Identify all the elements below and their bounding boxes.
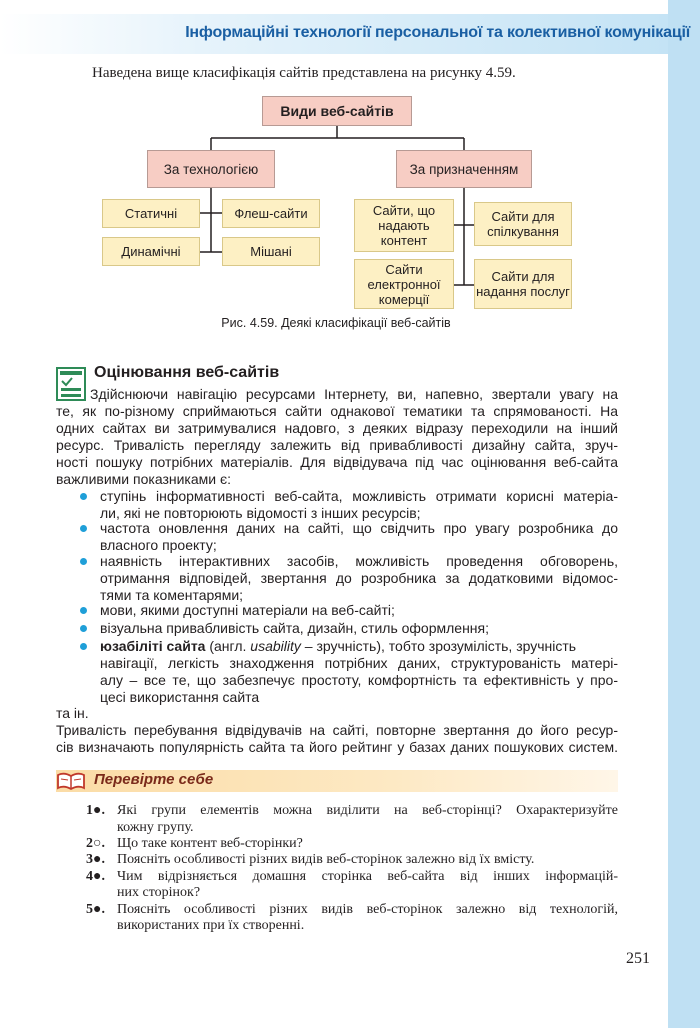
question-line: Поясніть особливості різних видів веб-сторінок залежно від їх вмісту. <box>117 852 535 867</box>
bullet-marker <box>80 525 87 532</box>
question-number: 4●. <box>86 869 105 884</box>
figure-caption: Рис. 4.59. Деякі класифікації веб-сайтів <box>221 316 451 330</box>
bullet-line: навігації, легкість знаходження потрібних даних, структурованість матері- <box>100 655 618 671</box>
bullet-line: наявність інтерактивних засобів, можливість проведення обговорень, <box>100 553 618 569</box>
usability-term: юзабіліті сайта <box>100 638 206 654</box>
document-check-icon <box>56 367 86 401</box>
usability-english: usability <box>250 638 301 654</box>
diagram-technology-box: За технологією <box>147 150 275 188</box>
bullet-line: алу – все те, що забезпечує простоту, комфортність та ефективність у про- <box>100 672 618 688</box>
bullet-line: частота оновлення даних на сайті, що свідчить про увагу розробника до <box>100 520 618 536</box>
diagram-static-box: Статичні <box>102 199 200 228</box>
diagram-dynamic-box: Динамічні <box>102 237 200 266</box>
question-number: 2○. <box>86 836 105 851</box>
intro-text: Наведена вище класифікація сайтів представлена на рисунку 4.59. <box>92 65 516 81</box>
diagram-root-box: Види веб-сайтів <box>262 96 412 126</box>
bullet-line: мови, якими доступні матеріали на веб-сайті; <box>100 602 395 618</box>
paragraph-line: важливими показниками є: <box>56 471 231 487</box>
bullet-marker <box>80 625 87 632</box>
bullet-line: власного проекту; <box>100 537 217 553</box>
question-number: 5●. <box>86 902 105 917</box>
running-header: Інформаційні технології персональної та колективної комунікації <box>185 24 690 41</box>
usability-rest: – зручність), тобто зрозумілість, зручність <box>300 638 577 654</box>
question-line: Які групи елементів можна виділити на веб-сторінці? Охарактеризуйте <box>117 803 618 818</box>
bullet-line: отримання відповідей, звертання до розробника за додатковими відомос- <box>100 570 618 586</box>
paragraph-line: Здійснюючи навігацію ресурсами Інтернету, ви, напевно, звертали увагу на <box>90 386 618 402</box>
usability-open: (англ. <box>205 638 251 654</box>
paragraph-line: одних сайтах ви затримувалися надовго, з деяких відразу переходили на інший <box>56 420 618 436</box>
diagram-flash-box: Флеш-сайти <box>222 199 320 228</box>
question-number: 1●. <box>86 803 105 818</box>
bullet-line: ли, які не повторюють відомості з інших ресурсів; <box>100 505 421 521</box>
question-line: Що таке контент веб-сторінки? <box>117 836 303 851</box>
question-line: Поясніть особливості різних видів веб-сторінок залежно від технологій, <box>117 902 618 917</box>
bullet-line: візуальна привабливість сайта, дизайн, стиль оформлення; <box>100 620 490 636</box>
paragraph-line: те, як по-різному сприймаються сайти однакової тематики та спрямованості. На <box>56 403 618 419</box>
question-line: використаних при їх створенні. <box>117 918 305 933</box>
bullet-line: цесі використання сайта <box>100 689 260 705</box>
section-title: Оцінювання веб-сайтів <box>94 364 280 381</box>
diagram-services-sites-box: Сайти для надання послуг <box>474 259 572 309</box>
bullet-marker <box>80 558 87 565</box>
bullet-line: ступінь інформативності веб-сайта, можливість отримати корисні матеріа- <box>100 488 618 504</box>
question-line: Чим відрізняється домашня сторінка веб-сайта від інших інформацій- <box>117 869 618 884</box>
diagram-ecommerce-sites-box: Сайти електронної комерції <box>354 259 454 309</box>
bullet-marker <box>80 493 87 500</box>
paragraph-line: ності пошуку потрібних матеріалів. Для відвідувача під час оцінювання веб-сайта <box>56 454 618 470</box>
side-color-strip <box>668 0 700 1028</box>
usability-first-line <box>100 638 618 655</box>
closing-line: сів визначають популярність сайта та його рейтинг у базах даних пошукових систем. <box>56 739 618 755</box>
diagram-mixed-box: Мішані <box>222 237 320 266</box>
open-book-icon <box>56 771 86 791</box>
diagram-content-sites-box: Сайти, що надають контент <box>354 199 454 252</box>
bullet-marker <box>80 643 87 650</box>
paragraph-line: ресурс. Тривалість перегляду залежить від привабливості дизайну сайта, зруч- <box>56 437 618 453</box>
check-yourself-title: Перевірте себе <box>94 771 214 788</box>
page-number: 251 <box>626 950 650 967</box>
closing-line: Тривалість перебування відвідувачів на сайті, повторне звертання до його ресур- <box>56 722 618 738</box>
paragraph-tail: та ін. <box>56 705 89 721</box>
bullet-line: тями та коментарями; <box>100 587 244 603</box>
question-line: них сторінок? <box>117 885 201 900</box>
diagram-purpose-box: За призначенням <box>396 150 532 188</box>
question-number: 3●. <box>86 852 105 867</box>
diagram-communication-sites-box: Сайти для спілкування <box>474 202 572 246</box>
question-line: кожну групу. <box>117 820 194 835</box>
bullet-marker <box>80 607 87 614</box>
